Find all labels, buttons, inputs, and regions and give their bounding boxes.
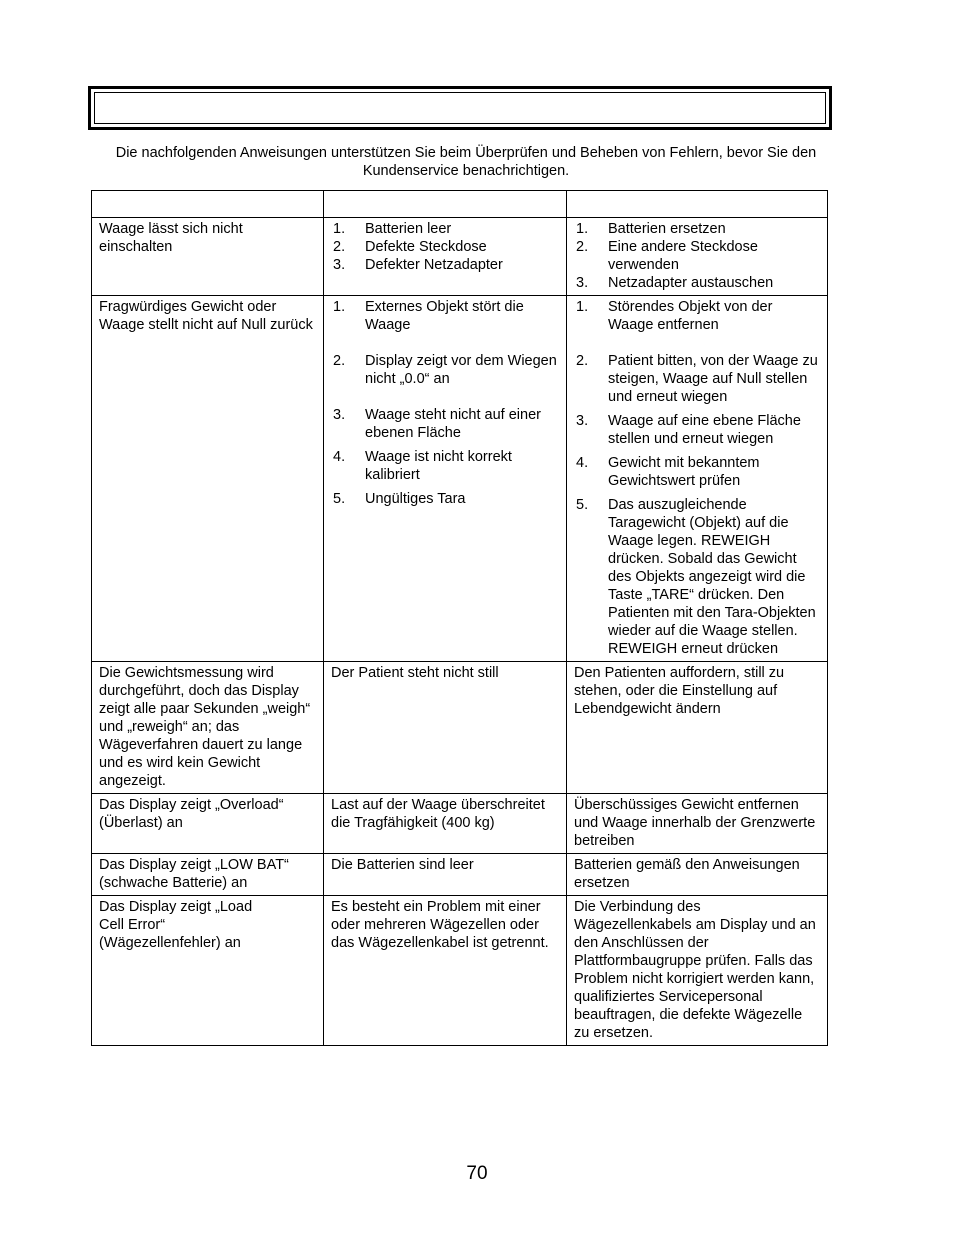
list-item: 3. Defekter Netzadapter xyxy=(333,257,503,273)
list-item: 2. Display zeigt vor dem Wiegen nicht „0.0“ an xyxy=(333,353,557,387)
cause-cell: Der Patient steht nicht still xyxy=(324,662,567,794)
header-problem xyxy=(92,191,324,218)
list-item: 1. Störendes Objekt von der Waage entfernen xyxy=(576,299,773,333)
solution-cell: Batterien gemäß den Anweisungen ersetzen xyxy=(567,854,828,896)
cause-cell: Es besteht ein Problem mit einer oder mehreren Wägezellen oder das Wägezellenkabel ist getrennt. xyxy=(324,896,567,1046)
causes-list xyxy=(331,220,559,274)
solution-cell: Die Verbindung des Wägezellenkabels am Display und an den Anschlüssen der Plattformbaugruppe prüfen. Falls das Problem nicht korrigiert werden kann, qualifiziertes Servicepersonal beauftragen, die defekte Wägezelle zu ersetzen. xyxy=(567,896,828,1046)
troubleshooting-table xyxy=(91,190,828,1046)
solutions-list xyxy=(574,298,820,658)
list-item: 4. Gewicht mit bekanntem Gewichtswert prüfen xyxy=(576,455,760,489)
header-solution xyxy=(567,191,828,218)
table-row xyxy=(92,854,828,896)
causes-cell xyxy=(324,218,567,296)
table-row xyxy=(92,218,828,296)
cause-cell: Die Batterien sind leer xyxy=(324,854,567,896)
causes-cell xyxy=(324,296,567,662)
list-item: 5. Ungültiges Tara xyxy=(333,491,466,507)
solutions-cell xyxy=(567,218,828,296)
problem-cell: Fragwürdiges Gewicht oder Waage stellt nicht auf Null zurück xyxy=(92,296,324,662)
intro-paragraph: Die nachfolgenden Anweisungen unterstützen Sie beim Überprüfen und Beheben von Fehlern, bevor Sie den Kundenservice benachrichtigen. xyxy=(115,145,817,179)
solutions-cell xyxy=(567,296,828,662)
list-item: 5. Das auszugleichende Taragewicht (Objekt) auf die Waage legen. REWEIGH drücken. Sobald das Gewicht des Objekts angezeigt wird die Taste „TARE“ drücken. Den Patienten mit den Tara-Objekten wieder auf die Waage stellen. REWEIGH erneut drücken xyxy=(576,497,816,657)
list-item: 1. Batterien leer xyxy=(333,221,452,237)
list-item: 2. Eine andere Steckdose verwenden xyxy=(576,239,758,273)
page-number: 70 xyxy=(466,1163,488,1184)
list-item: 3. Waage steht nicht auf einer ebenen Fläche xyxy=(333,407,541,441)
problem-cell: Waage lässt sich nicht einschalten xyxy=(92,218,324,296)
cause-cell: Last auf der Waage überschreitet die Tragfähigkeit (400 kg) xyxy=(324,794,567,854)
list-item: 1. Externes Objekt stört die Waage xyxy=(333,299,524,333)
table-row xyxy=(92,794,828,854)
list-item: 4. Waage ist nicht korrekt kalibriert xyxy=(333,449,512,483)
solution-cell: Überschüssiges Gewicht entfernen und Waage innerhalb der Grenzwerte betreiben xyxy=(567,794,828,854)
table-header-row xyxy=(92,191,828,218)
causes-list xyxy=(331,298,559,508)
table-row xyxy=(92,896,828,1046)
header-cause xyxy=(324,191,567,218)
solution-cell: Den Patienten auffordern, still zu stehen, oder die Einstellung auf Lebendgewicht ändern xyxy=(567,662,828,794)
problem-cell: Die Gewichtsmessung wird durchgeführt, doch das Display zeigt alle paar Sekunden „weigh“ und „reweigh“ an; das Wägeverfahren dauert zu lange und es wird kein Gewicht angezeigt. xyxy=(92,662,324,794)
problem-cell: Das Display zeigt „Overload“ (Überlast) an xyxy=(92,794,324,854)
problem-cell: Das Display zeigt „LOW BAT“ (schwache Batterie) an xyxy=(92,854,324,896)
problem-cell: Das Display zeigt „Load Cell Error“ (Wägezellenfehler) an xyxy=(92,896,324,1046)
table-row xyxy=(92,296,828,662)
list-item: 1. Batterien ersetzen xyxy=(576,221,726,237)
list-item: 2. Patient bitten, von der Waage zu steigen, Waage auf Null stellen und erneut wiegen xyxy=(576,353,818,405)
solutions-list xyxy=(574,220,820,292)
section-title-box xyxy=(88,86,832,130)
table-row xyxy=(92,662,828,794)
list-item: 3. Netzadapter austauschen xyxy=(576,275,774,291)
title-box-inner-border xyxy=(94,92,826,124)
list-item: 3. Waage auf eine ebene Fläche stellen und erneut wiegen xyxy=(576,413,801,447)
list-item: 2. Defekte Steckdose xyxy=(333,239,487,255)
